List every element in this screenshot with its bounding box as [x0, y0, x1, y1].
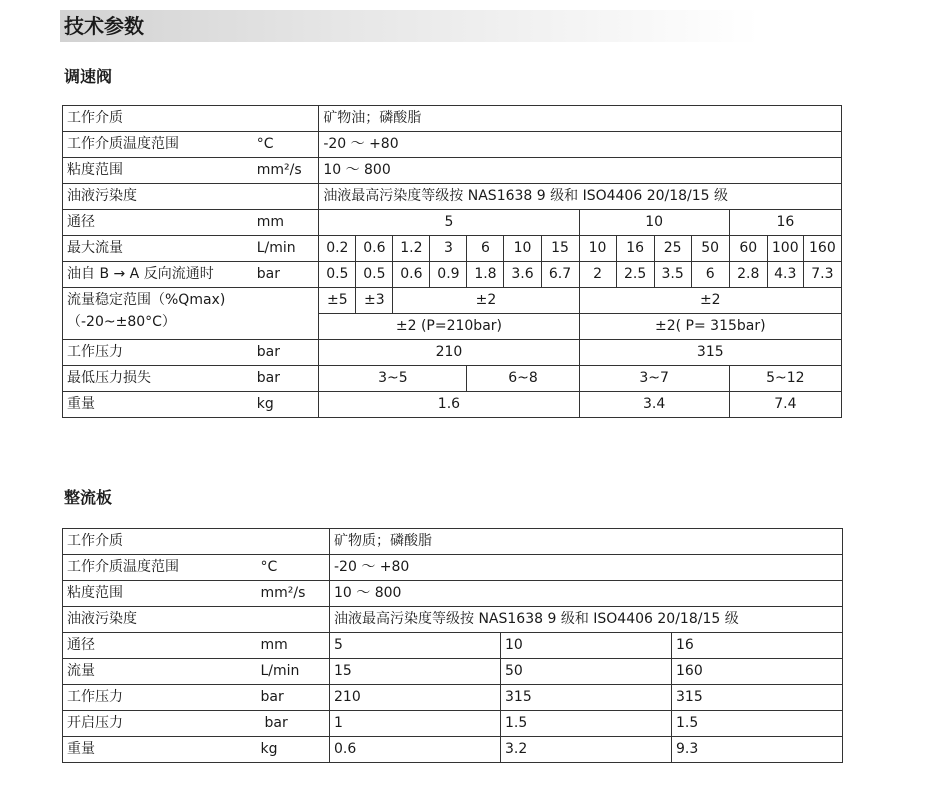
- stability-label-line1: 流量稳定范围（%Qmax): [67, 292, 226, 308]
- row-unit: bar: [257, 685, 330, 711]
- flow-cell: 50: [691, 236, 729, 262]
- row-label: 粘度范围: [63, 158, 253, 184]
- stability-cell: ±5: [319, 288, 356, 314]
- temp-value: -20 ～ +80: [319, 132, 842, 158]
- table-row: [63, 158, 842, 184]
- row-unit: L/min: [253, 236, 319, 262]
- contamination-value: 油液最高污染度等级按 NAS1638 9 级和 ISO4406 20/18/15 级: [319, 184, 842, 210]
- loss-cell: 5~12: [729, 366, 841, 392]
- size-cell: 10: [579, 210, 729, 236]
- row-label: 通径: [63, 210, 253, 236]
- viscosity-value: 10 ～ 800: [319, 158, 842, 184]
- medium-value: 矿物油；磷酸脂: [319, 106, 842, 132]
- table-row: [63, 236, 842, 262]
- size-cell: 10: [501, 633, 672, 659]
- loss-cell: 3~5: [319, 366, 467, 392]
- table-row: [63, 659, 843, 685]
- row-label: 工作介质: [63, 106, 319, 132]
- table-row: [63, 288, 842, 314]
- row-label: 工作介质温度范围: [63, 555, 257, 581]
- stability-label-line2: （-20~±80°C）: [67, 314, 176, 330]
- table-row: [63, 106, 842, 132]
- flow-cell: 100: [767, 236, 803, 262]
- flow-cell: 0.2: [319, 236, 356, 262]
- pressure-cell: 315: [501, 685, 672, 711]
- table-row: [63, 607, 843, 633]
- row-unit: °C: [253, 132, 319, 158]
- table-row: [63, 633, 843, 659]
- loss-cell: 6~8: [467, 366, 579, 392]
- flow-cell: 16: [616, 236, 654, 262]
- table-row: [63, 529, 843, 555]
- row-label: 油液污染度: [63, 184, 319, 210]
- flow-cell: 160: [672, 659, 843, 685]
- row-label: 工作压力: [63, 685, 257, 711]
- size-cell: 5: [319, 210, 579, 236]
- flow-cell: 15: [330, 659, 501, 685]
- row-unit: mm: [257, 633, 330, 659]
- table-row: [63, 262, 842, 288]
- row-label: 流量: [63, 659, 257, 685]
- flow-cell: 160: [803, 236, 841, 262]
- title-band: [60, 10, 760, 42]
- cracking-cell: 1.5: [672, 711, 843, 737]
- rectifier-plate-spec-table: [62, 528, 843, 763]
- row-unit: kg: [253, 392, 319, 418]
- flow-cell: 25: [654, 236, 691, 262]
- weight-cell: 0.6: [330, 737, 501, 763]
- weight-cell: 9.3: [672, 737, 843, 763]
- table-row: [63, 340, 842, 366]
- table-row: [63, 132, 842, 158]
- flow-cell: 10: [504, 236, 541, 262]
- reverse-cell: 0.6: [393, 262, 430, 288]
- row-unit: mm²/s: [253, 158, 319, 184]
- reverse-cell: 2.8: [729, 262, 767, 288]
- row-unit: mm: [253, 210, 319, 236]
- speed-valve-title: 调速阀: [64, 67, 113, 86]
- row-unit: mm²/s: [257, 581, 330, 607]
- loss-cell: 3~7: [579, 366, 729, 392]
- cracking-cell: 1.5: [501, 711, 672, 737]
- reverse-cell: 7.3: [803, 262, 841, 288]
- stability-label-cell: [63, 288, 319, 340]
- reverse-cell: 0.9: [430, 262, 467, 288]
- contamination-value: 油液最高污染度等级按 NAS1638 9 级和 ISO4406 20/18/15 级: [330, 607, 843, 633]
- table-row: [63, 184, 842, 210]
- row-label: 粘度范围: [63, 581, 257, 607]
- table-row: [63, 581, 843, 607]
- reverse-cell: 3.6: [504, 262, 541, 288]
- pressure-cell: 210: [319, 340, 579, 366]
- reverse-cell: 3.5: [654, 262, 691, 288]
- table-row: [63, 366, 842, 392]
- reverse-cell: 2.5: [616, 262, 654, 288]
- stability-cell: ±2( P= 315bar): [579, 314, 841, 340]
- reverse-cell: 6.7: [541, 262, 579, 288]
- reverse-cell: 0.5: [319, 262, 356, 288]
- table-row: [63, 737, 843, 763]
- stability-cell: ±2: [393, 288, 579, 314]
- rectifier-plate-title: 整流板: [64, 488, 113, 507]
- reverse-cell: 4.3: [767, 262, 803, 288]
- weight-cell: 1.6: [319, 392, 579, 418]
- row-unit: L/min: [257, 659, 330, 685]
- row-label: 工作介质温度范围: [63, 132, 253, 158]
- stability-cell: ±2 (P=210bar): [319, 314, 579, 340]
- flow-cell: 60: [729, 236, 767, 262]
- flow-cell: 1.2: [393, 236, 430, 262]
- row-label: 重量: [63, 392, 253, 418]
- pressure-cell: 315: [672, 685, 843, 711]
- row-unit: kg: [257, 737, 330, 763]
- cracking-cell: 1: [330, 711, 501, 737]
- row-label: 油液污染度: [63, 607, 330, 633]
- pressure-cell: 210: [330, 685, 501, 711]
- medium-value: 矿物质；磷酸脂: [330, 529, 843, 555]
- row-label: 开启压力: [63, 711, 257, 737]
- reverse-cell: 2: [579, 262, 616, 288]
- size-cell: 16: [672, 633, 843, 659]
- flow-cell: 10: [579, 236, 616, 262]
- row-label: 油自 B → A 反向流通时: [63, 262, 253, 288]
- table-row: [63, 711, 843, 737]
- flow-cell: 0.6: [356, 236, 393, 262]
- flow-cell: 6: [467, 236, 504, 262]
- temp-value: -20 ～ +80: [330, 555, 843, 581]
- row-label: 最大流量: [63, 236, 253, 262]
- stability-cell: ±3: [356, 288, 393, 314]
- pressure-cell: 315: [579, 340, 841, 366]
- row-label: 工作压力: [63, 340, 253, 366]
- weight-cell: 7.4: [729, 392, 841, 418]
- reverse-cell: 0.5: [356, 262, 393, 288]
- stability-cell: ±2: [579, 288, 841, 314]
- table-row: [63, 555, 843, 581]
- flow-cell: 15: [541, 236, 579, 262]
- reverse-cell: 6: [691, 262, 729, 288]
- row-unit: bar: [257, 711, 330, 737]
- row-unit: bar: [253, 366, 319, 392]
- table-row: [63, 685, 843, 711]
- table-row: [63, 210, 842, 236]
- row-label: 通径: [63, 633, 257, 659]
- viscosity-value: 10 ～ 800: [330, 581, 843, 607]
- row-label: 最低压力损失: [63, 366, 253, 392]
- weight-cell: 3.4: [579, 392, 729, 418]
- reverse-cell: 1.8: [467, 262, 504, 288]
- row-label: 重量: [63, 737, 257, 763]
- row-unit: bar: [253, 262, 319, 288]
- size-cell: 16: [729, 210, 841, 236]
- size-cell: 5: [330, 633, 501, 659]
- weight-cell: 3.2: [501, 737, 672, 763]
- row-unit: bar: [253, 340, 319, 366]
- table-row: [63, 392, 842, 418]
- page-title: 技术参数: [64, 14, 144, 38]
- speed-valve-spec-table: [62, 105, 842, 418]
- flow-cell: 50: [501, 659, 672, 685]
- row-unit: °C: [257, 555, 330, 581]
- flow-cell: 3: [430, 236, 467, 262]
- row-label: 工作介质: [63, 529, 330, 555]
